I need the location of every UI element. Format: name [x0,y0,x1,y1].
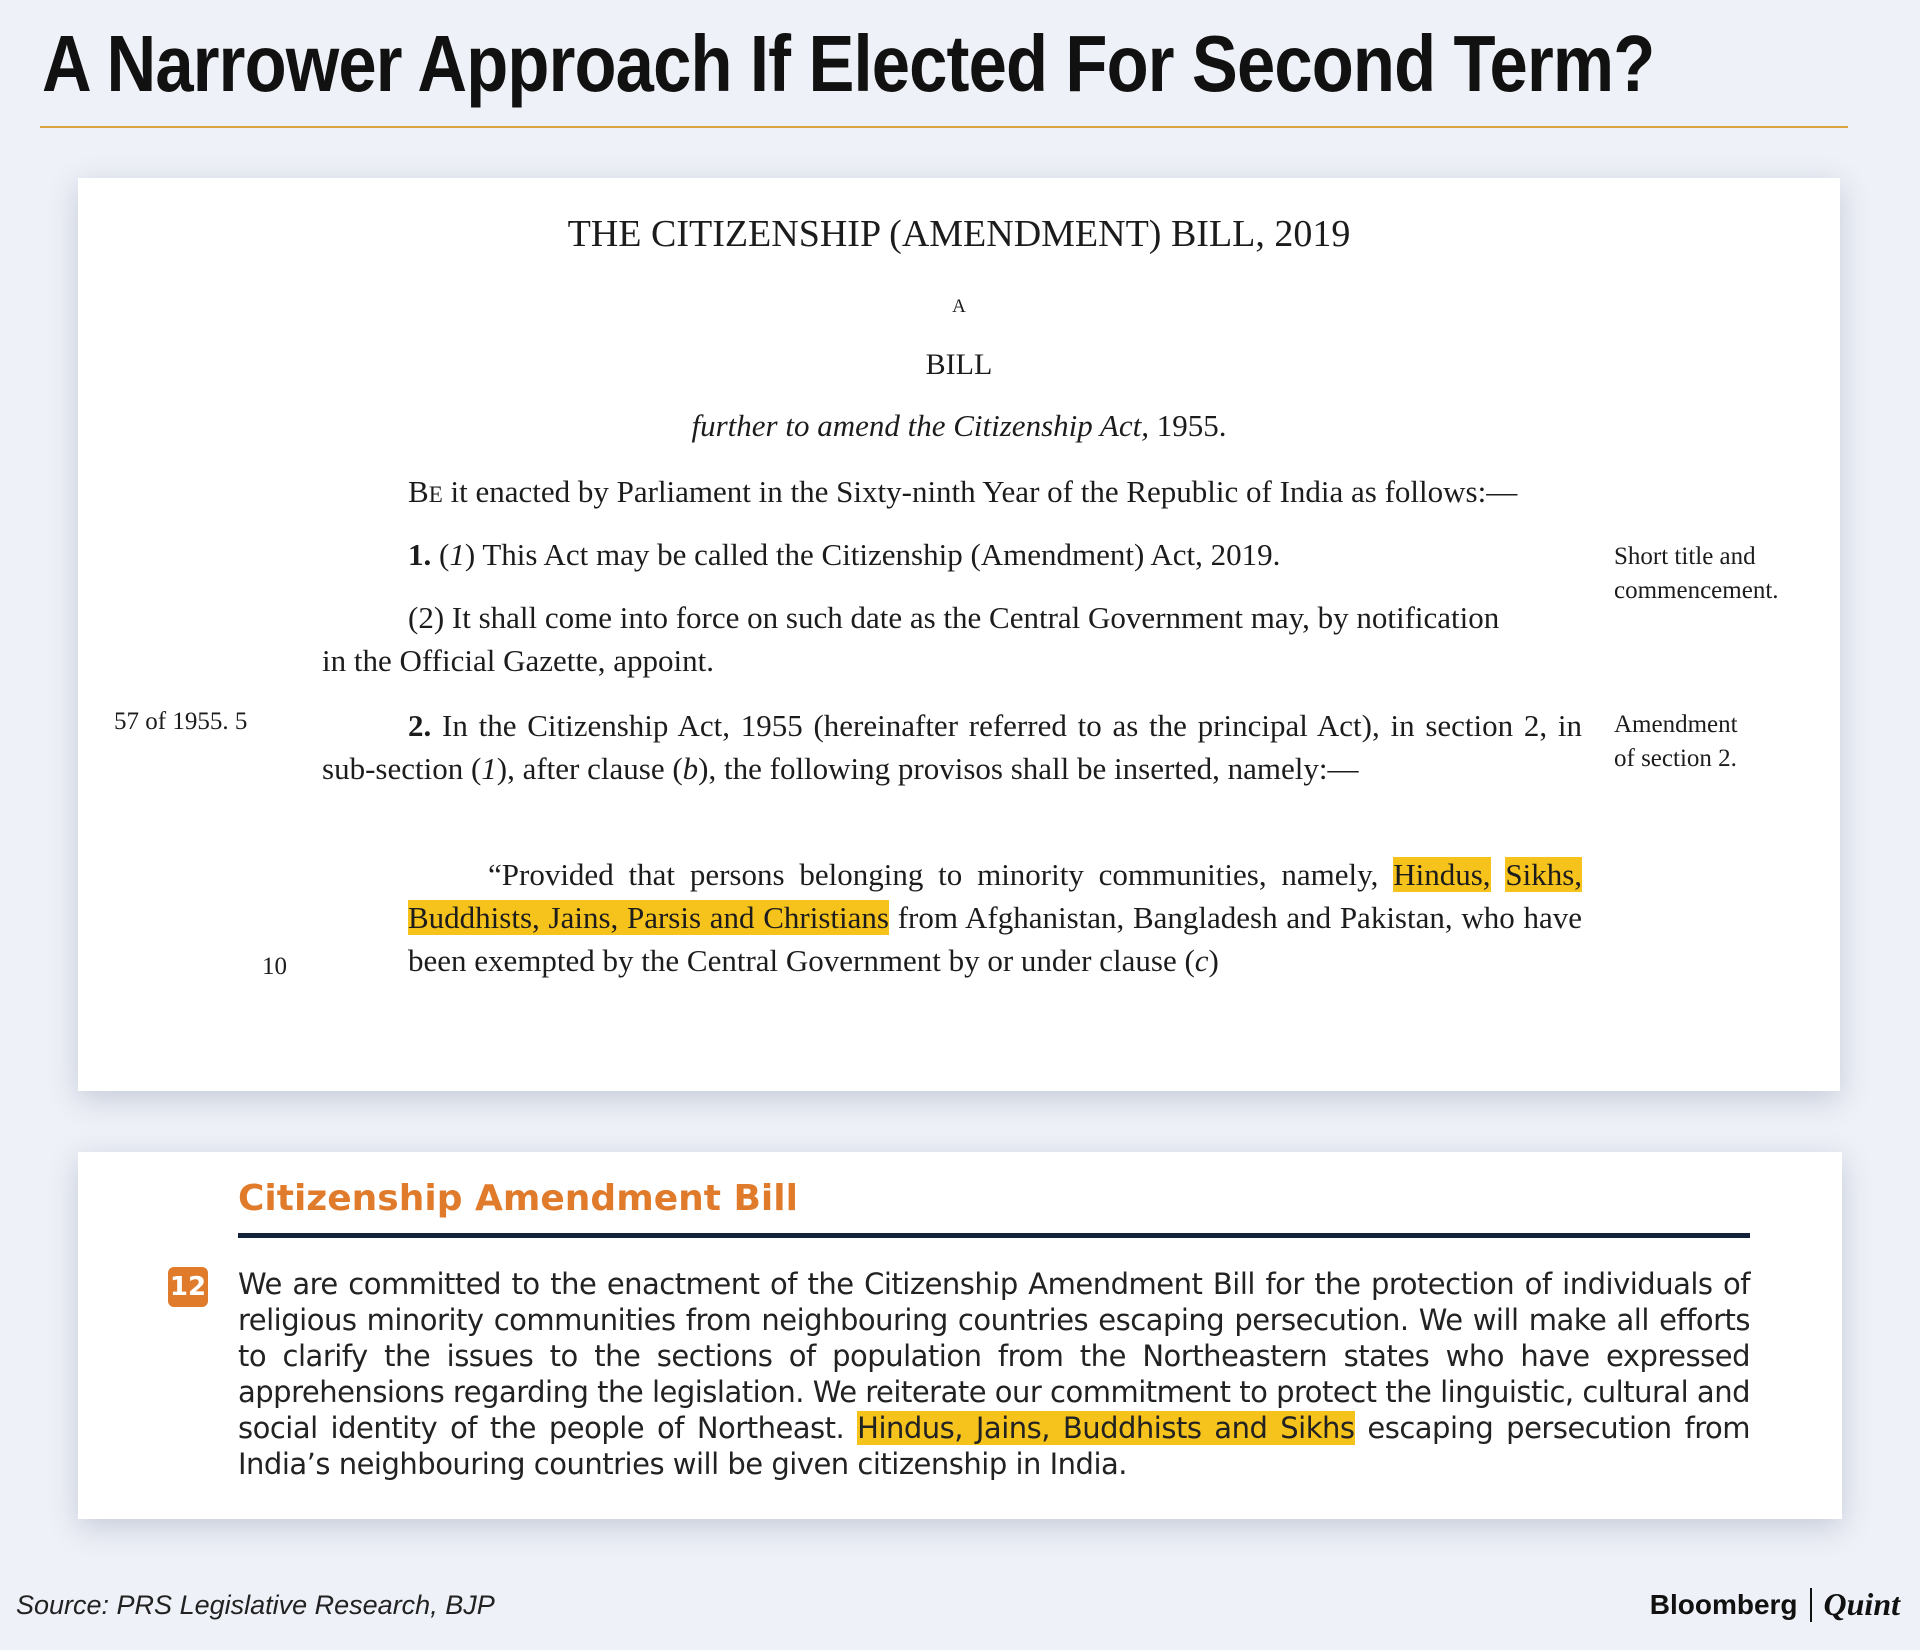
headline-rule [40,126,1848,128]
proviso-text-b: from Afghanistan, Bangladesh and Pakistan, who have been exempted by the Central Government by or under clause ( [408,900,1582,978]
proviso-text-c: ) [1208,943,1219,978]
brand-separator [1810,1588,1812,1622]
enacting-rest: it enacted by Parliament in the Sixty-ninth Year of the Republic of India as follows:— [442,474,1518,509]
section-2-text-c: ), the following provisos shall be inserted, namely:— [698,751,1359,786]
line-number: 10 [262,953,287,980]
margin-note-short-title [1614,540,1779,608]
proviso-text-a: “Provided that persons belonging to minority communities, namely, [488,857,1394,892]
proviso-highlight-2: Sikhs, Buddhists, Jains, Parsis and Christians [408,857,1583,935]
bill-article: A [952,296,966,317]
manifesto-highlight: Hindus, Jains, Buddhists and Sikhs [857,1411,1355,1445]
section-1-text: This Act may be called the Citizenship (Amendment) Act, 2019. [482,537,1281,572]
manifesto-rule [238,1233,1750,1238]
bill-word: BILL [925,348,993,381]
section-2-number: 2. [408,708,432,743]
manifesto-text-body: We are committed to the enactment of the Citizenship Amendment Bill for the protection of individuals of religious minority communities from neighbouring countries escaping persecution. We will make all efforts to clarify the issues to the sections of population from the Northeastern states who have expressed apprehensions regarding the legislation. We reiterate our commitment to protect the linguistic, cultural and social identity of the people of Northeast. [238,1267,1750,1445]
bill-purpose-italic: further to amend the Citizenship Act, [691,408,1149,443]
margin-note-line: of section 2. [1614,745,1737,772]
proviso-italic-c: c [1194,943,1209,978]
margin-note-line: Short title and [1614,543,1756,570]
section-2-text-b: ), after clause ( [496,751,683,786]
section-1-1 [408,533,1280,576]
enacting-smallcaps: E [428,482,443,507]
brand-logo [1650,1586,1900,1623]
manifesto-title: Citizenship Amendment Bill [238,1178,798,1219]
source-note: Source: PRS Legislative Research, BJP [16,1590,495,1620]
brand-bloomberg: Bloomberg [1649,1588,1798,1620]
section-1-number: 1. [408,537,432,572]
margin-note-amendment [1614,708,1738,776]
manifesto-text [238,1266,1750,1482]
enacting-clause [408,470,1708,516]
section-1-sub: 1 [449,537,465,572]
enacting-prefix: B [408,474,429,509]
bill-purpose [78,408,1840,444]
manifesto-excerpt-card [78,1152,1842,1519]
margin-note-line: Amendment [1614,711,1738,738]
brand-quint: Quint [1823,1586,1900,1622]
page-headline: A Narrower Approach If Elected For Second Term? [42,19,1655,108]
margin-note-line: commencement. [1614,577,1779,604]
section-2-italic-1: 1 [481,751,497,786]
section-1-sub-open: ( [431,537,450,572]
left-reference: 57 of 1955. 5 [114,708,248,735]
proviso-highlight-1: Hindus, [1393,857,1491,892]
manifesto-item-badge: 12 [168,1267,208,1307]
proviso [408,853,1582,982]
section-2 [322,704,1582,790]
section-1-2-line1: (2) It shall come into force on such date as the Central Government may, by notification [408,600,1500,635]
bill-excerpt-card [78,178,1840,1091]
bill-purpose-year: 1955. [1149,408,1227,443]
section-1-sub-close: ) [464,537,483,572]
section-2-text-a: In the Citizenship Act, 1955 (hereinafter referred to as the principal Act), in section 2, in sub-section ( [322,708,1582,786]
section-1-2-line2: in the Official Gazette, appoint. [322,643,714,678]
section-2-italic-b: b [682,751,699,786]
manifesto-text-end: escaping persecution from India’s neighbouring countries will be given citizenship in India. [238,1411,1751,1481]
bill-title: THE CITIZENSHIP (AMENDMENT) BILL, 2019 [567,213,1351,255]
